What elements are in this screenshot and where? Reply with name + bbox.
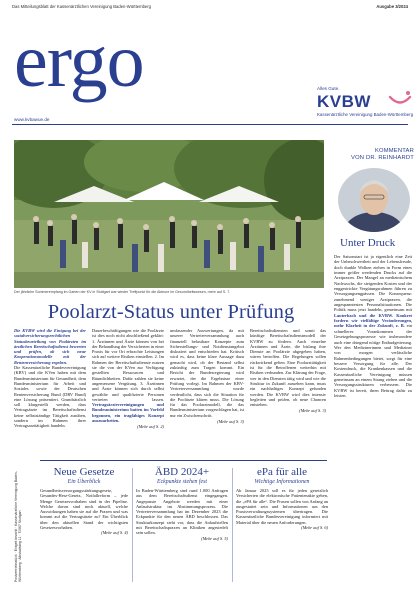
comment-text-rest: ein schnelleres Vorankommen der Gesetzgebungsprozesse wie insbesondere auch eine dringend nötige Entbudgetierung. Wer den Medizinerinnen und Mediziner von morgen verlässliche Rahmenbedingungen bietet, sorgt für eine bessere Versorgung für alle. Der Kostendruck, die Krankenkassen und die Kassenärztliche Vereinigung müssen gemeinsam an einem Strang ziehen und die Versorgungsstrukturen verbessern. Die KVBW ist bereit, ihren Beitrag dafür zu leisten. [334,323,412,398]
teaser-more[interactable]: (Mehr auf S. 5) [201,535,228,541]
column-divider [232,468,233,582]
author-portrait [338,168,410,232]
teaser-subtitle: Eckpunkte stehen fest [157,479,207,485]
teaser-title: ePa für alle [256,466,308,478]
footer-rule [40,460,327,461]
comment-text-intro: Der Saisonstart ist ja eigentlich eine Zeit der Unbeschwertheit und der Lebensfreude, doch dunkle Wolken ziehen in Form eines immer größer werdenden Drucks auf die Arztpraxen. Der Mangel an medizinischem Nachwuchs, die steigenden Kosten und der enggestrickte Vergütungsrahmen führen zu Versorgungsengpässen. Die Konsequenz: zunehmend weniger Arztpraxen, die angespanntesten Personalsituationen. Die Politik muss jetzt handeln, gemeinsam mit [334,254,412,313]
teaser-body [136,488,228,541]
logo-wordmark: KVBW [317,92,371,111]
masthead-title: ergo [14,19,144,103]
article-col2-bold: Vertragsärztevereinigungen und Bundesministerium hatten im Vorfeld begonnen, ein tragfähiges Konzept auszuarbeiten. [92,402,164,424]
article-col1-text: Die Kassenärztliche Bundesvereinigung (KBV) und die KVen haben mit dem Bundesministerium für Gesundheit, dem Bundesministerium für Arbeit und Soziales sowie der Deutschen Rentenversicherung Bund (DRV Bund) eine Lösung präsentiert. Grundsätzlich soll klargestellt werden, dass Vertragsärzte im Bereitschaftsdienst keine selbstständige Tätigkeit ausüben, sondern im Rahmen ihrer Vertragsarzttätigkeit handeln. [14,365,86,429]
main-headline: Poolarzt-Status unter Prüfung [47,301,295,323]
article-column-4 [250,328,326,414]
comment-kicker-line2: VON DR. REINHARDT [351,155,414,161]
comment-heading: Unter Druck [340,237,396,249]
article-col2-text: Dauerbeschäftigungen wie die Poolärzte ist dies noch nicht abschließend geklärt: 1. Ärztinnen und Ärzte können von bei der Behandlung der Versicherten in einer Praxis für vor Ort erbrachte Leistungen sich auf weitere Risiken einstellen. 2. Im Rahmen der Bereitschaftsdienste nutzen sie die von der KVen zur Verfügung gestellten Ressourcen und Räumlichkeiten. Dafür zahlen sie keine angemessene Vergütung. 3. Ärztinnen und Ärzte können sich durch selbst gewählte und qualifizierte Personen vertreten lassen. [92,328,164,402]
teaser-title: ÄBD 2024+ [154,466,210,478]
header-rule [12,124,408,125]
kvbw-logo [317,86,413,120]
article-column-2 [92,328,164,430]
teaser-subtitle: Wichtige Informationen [254,479,310,485]
article-col2-more[interactable]: (Mehr auf S. 2) [137,424,164,430]
teaser-text: In Baden-Württemberg sind rund 1.000 Anfragen aus dem Bereitschaftsdienst eingegangen. Angepasste Angebote werden mit einer Anlaufstruktur im Abstimmungsprozess. Die Vertreterversammlung hat im Dezember 2023 die Eckpunkte für den neuen ÄBD beschlossen. Das Strukturkonzept sieht vor, dass die Anlaufstellen mit Bereitschaftspraxen an Kliniken angesiedelt sein sollen. [136,488,228,536]
article-col3-text: umfassender Auswertungen, da mit unserer Vertreterversammlung auch finanziell belastbare Konzepte zum Sicherstellungs- und Notdienstangebot diskutiert und entschieden hat. Kritisch wird es, dass keine klare Aussage dazu gemacht wird, ob der Bestand selbst zukünftig zum Tragen kommt. Ein Bericht der Bundesregierung wird erwartet, der die Ergebnisse einer Prüfung vorlegt. Im Rahmen der KBV-Vertreterversammlung wurde verdeutlicht, dass sich die Situation für die Poolärzte klären muss. Die Lösung für das Poolarztmodell, die das Bundesministerium vorgeschlagen hat, ist nur ein Zwischenschritt. [170,328,244,418]
issue-number: Ausgabe 3/2024 [376,4,408,9]
logo-tagline: Alles Gute. [317,86,340,91]
comment-body [334,254,412,398]
article-lead: Die KVBW wird die Einigung bei der sozialversicherungsrechtlichen Statusbeurteilung von Poolärzten im ärztlichen Bereitschaftsdienst bewerten und prüfen, ob sich neue Kooperationsmodelle mit der Rentenversicherung ergeben. [14,328,86,365]
teaser-epa[interactable] [236,466,328,530]
teaser-body [236,488,328,530]
website-url[interactable]: www.kvbawue.de [14,117,50,122]
article-column-1 [14,328,86,429]
article-col4-more[interactable]: (Mehr auf S. 3) [299,408,326,414]
column-divider [132,468,133,582]
logo-subtitle: Kassenärztliche Vereinigung Baden-Württemberg [317,112,414,117]
teaser-subtitle: Ein Überblick [67,479,101,485]
comment-kicker [330,148,414,162]
comment-kicker-line1: KOMMENTAR [374,148,414,154]
smile-arc-icon [387,89,413,109]
article-column-3 [170,328,244,424]
teaser-aebd[interactable] [136,466,228,541]
teaser-title: Neue Gesetze [53,466,115,478]
comment-text-bold: Lauterbach und die KVBW. Konkret fordern wir vielfältige Veränderungen, mehr Klarheit in der Zukunft, z. B. [334,312,412,329]
teaser-text: Ab Januar 2025 soll es für jeden gesetzlich Versicherten die elektronische Patientenakte geben, die „ePA für alle“. Die Praxen sollen von Anfang an ausgestattet sein und Informationen aus den Praxisverwaltungssystemen übertragen. Die Kassenärztliche Bundesvereinigung informiert mit Material über die neuen Anforderungen. [236,488,328,525]
event-photo [14,140,324,288]
top-line [12,4,408,9]
teaser-body [40,488,128,536]
article-col4-text: Bereitschaftsdiensten und somit das künftige Bereitschaftsdienstmodell der KVBW zu fördern. Auch einzelne Ärztinnen und Ärzte, die bislang ihre Dienste an Poolärzte abgegeben haben, wären betroffen. Die Regelungen sollen rückwirkend gelten. Eine Poolarzttätigkeit ist für die Betroffenen weiterhin mit Risiken verbunden. Zur Klärung der Frage, wer in den Diensten tätig wird und wie die Struktur in Zukunft aussehen kann, muss ein nachhaltiges Konzept gefunden werden. Die KVBW wird dies intensiv begleiten und prüfen, ob neue Chancen entstehen. [250,328,326,408]
teaser-more[interactable]: (Mehr auf S. 4) [101,530,128,536]
teaser-neue-gesetze[interactable] [40,466,128,536]
teaser-text: Gesundheitsversorgungsstärkungsgesetz, Gesundes-Herz-Gesetz, Notfallreform – jede Menge Gesetzesvorhaben sind in der Pipeline. Welche davon sind noch aktuell, welche Auswirkungen haben sie auf die Praxen und was kommt auf die Vertragsärzte zu? Ein Überblick über den aktuellen Stand der wichtigsten Gesetzesvorhaben. [40,488,128,531]
publication-tagline: Das Mitteilungsblatt der Kassenärztlichen Vereinigung Baden-Württemberg [12,4,151,9]
article-col3-more[interactable]: (Mehr auf S. 3) [217,419,244,425]
teaser-more[interactable]: (Mehr auf S. 6) [301,525,328,531]
photo-caption: Der jährliche Sommerempfang im Garten der KV in Stuttgart war wieder Treffpunkt für die Akteure im Gesundheitswesen, mehr auf S. 7. [14,290,231,294]
postal-vertical-text: Postvertriebsstück · Entgelt bezahlt · Kassenärztliche Vereinigung Baden-Württemberg · Albstadtweg 11 · 70567 Stuttgart [14,471,22,582]
